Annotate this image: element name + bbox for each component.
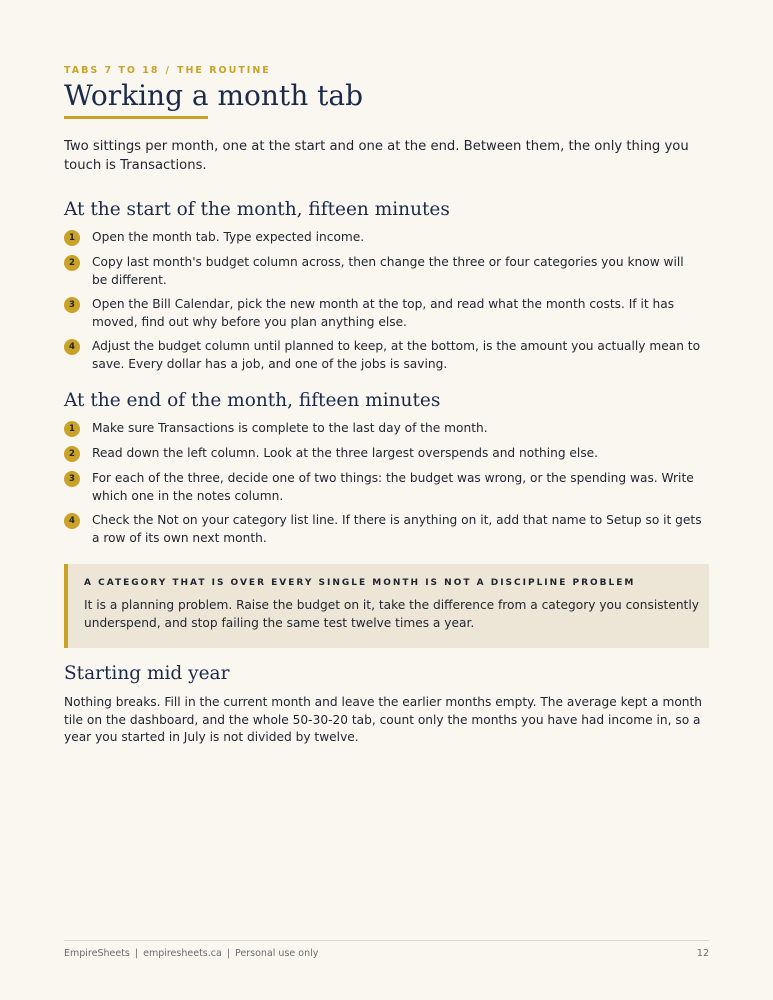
step-number-badge: 2 xyxy=(64,446,80,462)
end-of-month-heading: At the end of the month, fifteen minutes xyxy=(64,390,441,411)
page-title: Working a month tab xyxy=(64,79,363,112)
callout-box xyxy=(64,564,709,648)
step-number-badge: 2 xyxy=(64,255,80,271)
footer-site: empiresheets.ca xyxy=(143,948,222,959)
step-number-badge: 4 xyxy=(64,339,80,355)
step-text: Make sure Transactions is complete to the last day of the month. xyxy=(92,421,488,435)
step-number-badge: 4 xyxy=(64,513,80,529)
step-text: Check the Not on your category list line. If there is anything on it, add that name to Setup so it gets a row of its own next month. xyxy=(92,513,702,545)
footer-brand: EmpireSheets xyxy=(64,948,130,959)
title-underline xyxy=(64,116,208,119)
eyebrow-section: TABS 7 TO 18 xyxy=(64,65,160,76)
footer-separator: | xyxy=(134,948,139,959)
step-text: For each of the three, decide one of two things: the budget was wrong, or the spending was. Write which one in the notes column. xyxy=(92,471,694,503)
footer-separator: | xyxy=(226,948,231,959)
mid-year-paragraph: Nothing breaks. Fill in the current month and leave the earlier months empty. The average kept a month tile on the dashboard, and the whole 50-30-20 tab, count only the months you have had income in, so a year you started in July is not divided by twelve. xyxy=(64,695,703,744)
mid-year-heading: Starting mid year xyxy=(64,663,230,684)
footer-note: Personal use only xyxy=(235,948,319,959)
section-eyebrow xyxy=(64,65,271,76)
step-number-badge: 1 xyxy=(64,421,80,437)
step-number-badge: 1 xyxy=(64,230,80,246)
step-text: Adjust the budget column until planned to keep, at the bottom, is the amount you actually mean to save. Every dollar has a job, and one of the jobs is saving. xyxy=(92,339,701,371)
intro-paragraph: Two sittings per month, one at the start and one at the end. Between them, the only thing you touch is Transactions. xyxy=(64,139,689,173)
footer-credits xyxy=(64,948,318,959)
eyebrow-separator: / xyxy=(165,65,171,76)
step-number-badge: 3 xyxy=(64,297,80,313)
callout-body: It is a planning problem. Raise the budget on it, take the difference from a category you consistently underspend, and stop failing the same test twelve times a year. xyxy=(84,598,699,630)
step-text: Open the Bill Calendar, pick the new month at the top, and read what the month costs. If it has moved, find out why before you plan anything else. xyxy=(92,297,675,329)
footer-divider xyxy=(64,940,709,941)
start-of-month-heading: At the start of the month, fifteen minutes xyxy=(64,199,450,220)
step-text: Read down the left column. Look at the three largest overspends and nothing else. xyxy=(92,446,599,460)
callout-heading: A CATEGORY THAT IS OVER EVERY SINGLE MONTH IS NOT A DISCIPLINE PROBLEM xyxy=(84,578,636,588)
page-number: 12 xyxy=(696,948,709,959)
step-text: Open the month tab. Type expected income. xyxy=(92,230,365,244)
step-text: Copy last month's budget column across, then change the three or four categories you know will be different. xyxy=(92,255,684,287)
step-number-badge: 3 xyxy=(64,471,80,487)
eyebrow-topic: THE ROUTINE xyxy=(176,65,271,76)
